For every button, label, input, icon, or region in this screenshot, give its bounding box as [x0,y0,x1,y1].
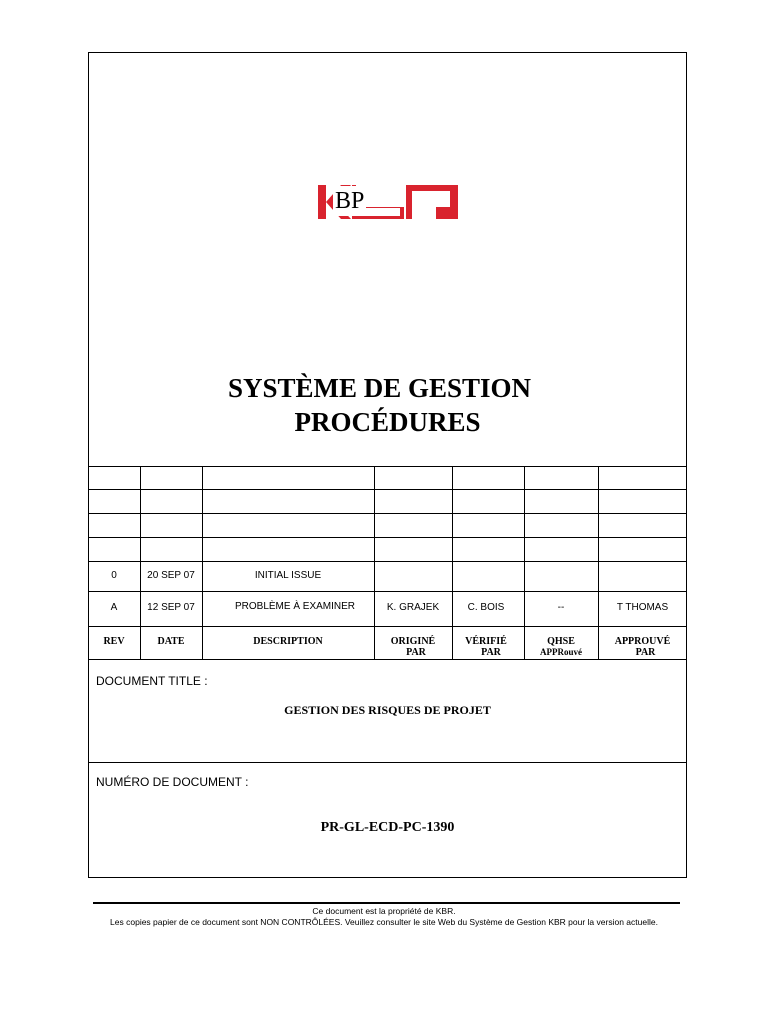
document-frame [88,52,687,878]
section-divider [88,762,687,763]
date-cell: 20 SEP 07 [147,570,195,581]
qhse-cell: -- [557,602,565,613]
document-title-value: GESTION DES RISQUES DE PROJET [284,703,491,717]
qhse-header-line2: APPRouvé [540,647,582,657]
document-title-label: DOCUMENT TITLE : [96,674,208,688]
qhse-header-line1: QHSE [547,636,575,647]
page-title-line2: PROCÉDURES [294,407,481,437]
rev-header: REV [103,636,125,647]
footer-uncontrolled-notice: Les copies papier de ce document sont NON CONTRÔLÉES. Veuillez consulter le site Web du Système de Gestion KBR pour la version actuelle. [110,917,658,927]
logo-overlay-text: BP [335,188,365,214]
description-cell: PROBLÈME À EXAMINER [234,601,356,612]
date-cell: 12 SEP 07 [147,602,195,613]
approuve-header-line1: APPROUVÉ [614,636,671,647]
footer-rule [93,902,680,904]
verifie-header-line1: VÉRIFIÉ [465,636,507,647]
origine-cell: K. GRAJEK [386,602,440,613]
approuve-header-line2: PAR [635,647,656,658]
table-column-divider [452,466,453,659]
description-header: DESCRIPTION [253,636,323,647]
verifie-header-line2: PAR [481,647,501,658]
table-column-divider [202,466,203,659]
table-column-divider [140,466,141,659]
document-number-label: NUMÉRO DE DOCUMENT : [96,775,249,789]
table-column-divider [598,466,599,659]
table-column-divider [374,466,375,659]
origine-header-line2: PAR [406,647,426,658]
table-rule [88,659,687,660]
description-cell: INITIAL ISSUE [254,570,322,581]
kbr-logo [316,183,462,223]
table-column-divider [524,466,525,659]
rev-cell: A [110,602,118,613]
footer-property-notice: Ce document est la propriété de KBR. [312,906,456,916]
approuve-cell: T THOMAS [616,602,669,613]
page-title-line1: SYSTÈME DE GESTION [227,373,532,403]
date-header: DATE [157,636,185,647]
document-number-value: PR-GL-ECD-PC-1390 [320,820,455,835]
origine-header-line1: ORIGINÉ [390,636,436,647]
verifie-cell: C. BOIS [467,602,505,613]
rev-cell: 0 [111,570,117,581]
